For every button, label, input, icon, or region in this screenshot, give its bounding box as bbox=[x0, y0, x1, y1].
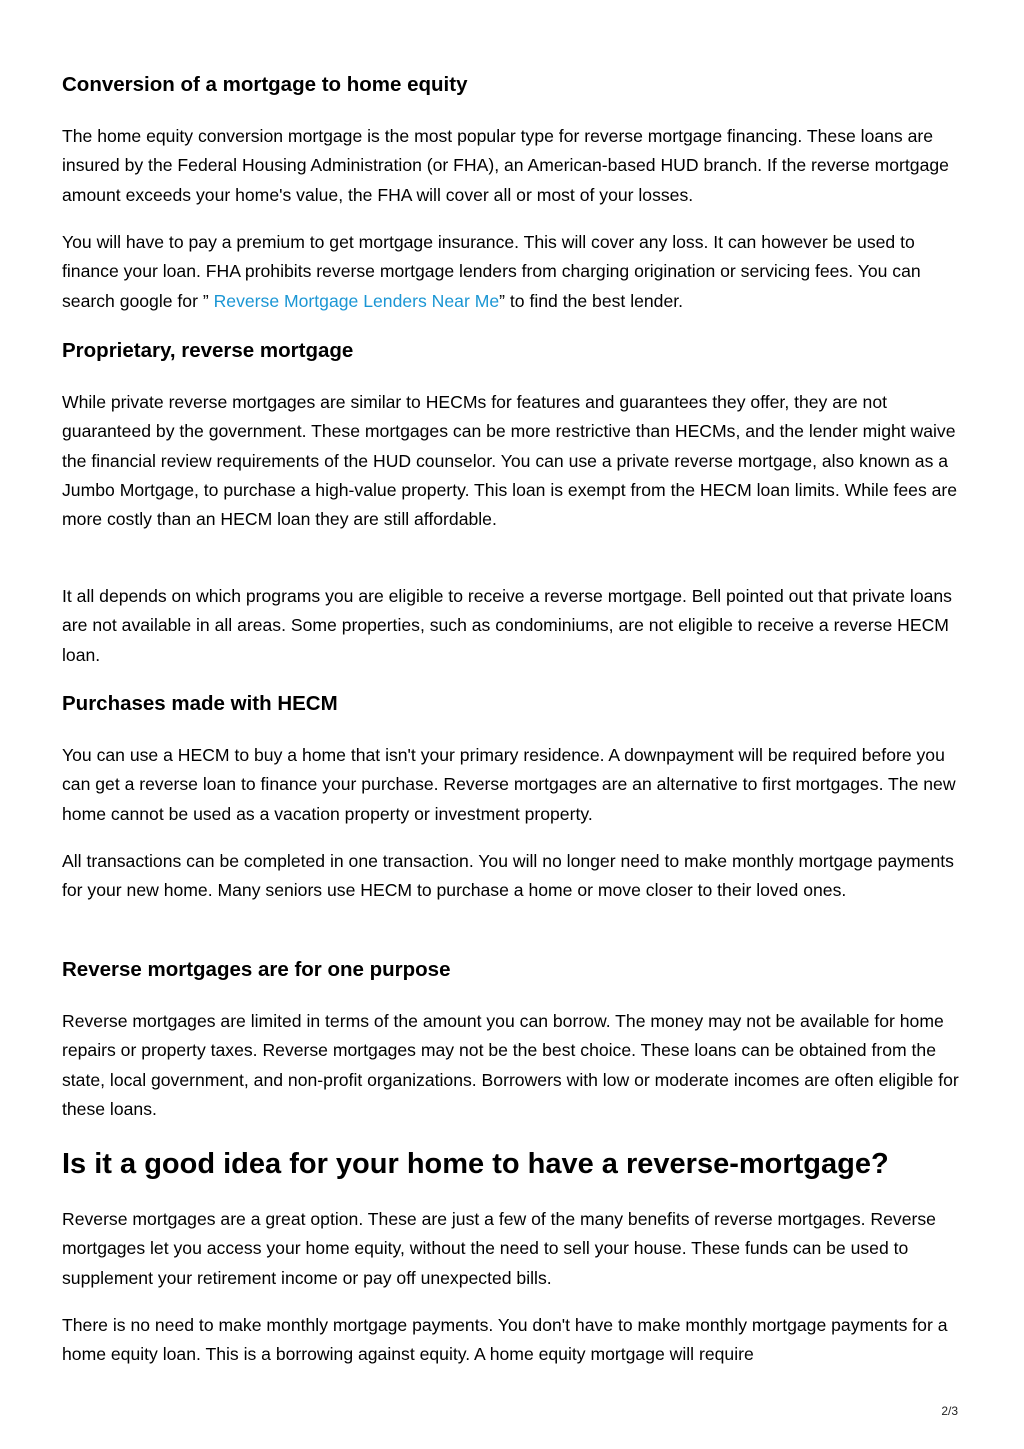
heading-one-purpose: Reverse mortgages are for one purpose bbox=[62, 958, 451, 981]
paragraph-purchases-1: You can use a HECM to buy a home that isn't your primary residence. A downpayment will be required before you can get a reverse loan to finance your purchase. Reverse mortgages are an alternative to first mortgages. The new home cannot be used as a vacation property or investment property. bbox=[62, 745, 956, 824]
paragraph-purchases-2: All transactions can be completed in one transaction. You will no longer need to make monthly mortgage payments for your new home. Many seniors use HECM to purchase a home or move closer to their loved ones. bbox=[62, 851, 954, 901]
heading-conversion: Conversion of a mortgage to home equity bbox=[62, 73, 468, 96]
paragraph-conversion-2-text-end: ” to find the best lender. bbox=[499, 290, 684, 311]
reverse-mortgage-lenders-link[interactable]: Reverse Mortgage Lenders Near Me bbox=[213, 290, 500, 311]
paragraph-proprietary-1: While private reverse mortgages are similar to HECMs for features and guarantees they offer, they are not guaranteed by the government. These mortgages can be more restrictive than HECMs, and the lender might waive the financial review requirements of the HUD counselor. You can use a private reverse mortgage, also known as a Jumbo Mortgage, to purchase a high-value property. This loan is exempt from the HECM loan limits. While fees are more costly than an HECM loan they are still affordable. bbox=[62, 392, 958, 530]
heading-purchases: Purchases made with HECM bbox=[62, 692, 338, 715]
paragraph-conversion-1: The home equity conversion mortgage is the most popular type for reverse mortgage financing. These loans are insured by the Federal Housing Administration (or FHA), an American-based HUD branch. If the reverse mortgage amount exceeds your home's value, the FHA will cover all or most of your losses. bbox=[62, 126, 949, 205]
paragraph-good-idea-2: There is no need to make monthly mortgage payments. You don't have to make monthly mortgage payments for a home equity loan. This is a borrowing against equity. A home equity mortgage will require bbox=[62, 1315, 948, 1365]
paragraph-conversion-2-text-start: You will have to pay a premium to get mortgage insurance. This will cover any loss. It can however be used to finance your loan. FHA prohibits reverse mortgage lenders from charging origination or servicing fees. You can search google for ” bbox=[62, 232, 921, 311]
paragraph-good-idea-1: Reverse mortgages are a great option. These are just a few of the many benefits of reverse mortgages. Reverse mortgages let you access your home equity, without the need to sell your house. These funds can be used to supplement your retirement income or pay off unexpected bills. bbox=[62, 1209, 936, 1288]
heading-proprietary: Proprietary, reverse mortgage bbox=[62, 339, 354, 362]
paragraph-conversion-2 bbox=[62, 228, 967, 316]
page-number: 2/3 bbox=[941, 1404, 958, 1418]
paragraph-proprietary-2: It all depends on which programs you are eligible to receive a reverse mortgage. Bell pointed out that private loans are not available in all areas. Some properties, such as condominiums, are not eligible to receive a reverse HECM loan. bbox=[62, 586, 952, 665]
paragraph-one-purpose-1: Reverse mortgages are limited in terms of the amount you can borrow. The money may not be available for home repairs or property taxes. Reverse mortgages may not be the best choice. These loans can be obtained from the state, local government, and non-profit organizations. Borrowers with low or moderate incomes are often eligible for these loans. bbox=[62, 1011, 959, 1119]
heading-good-idea: Is it a good idea for your home to have a reverse-mortgage? bbox=[62, 1148, 889, 1180]
